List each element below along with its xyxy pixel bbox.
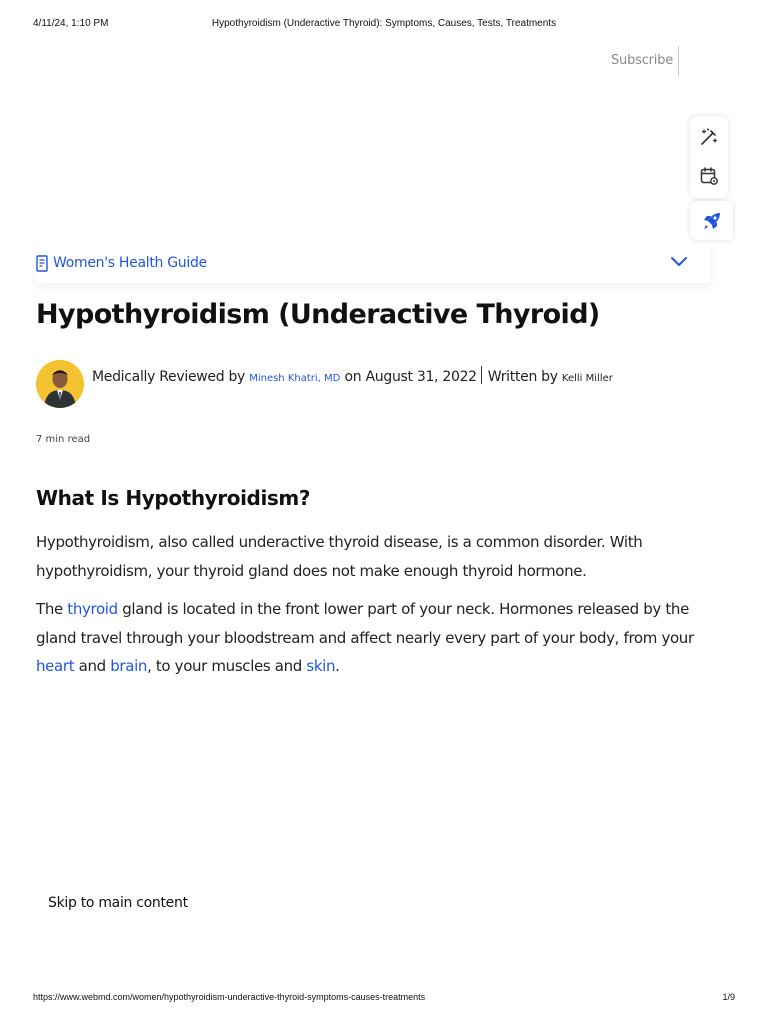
print-url: https://www.webmd.com/women/hypothyroidism-underactive-thyroid-symptoms-causes-treatments bbox=[33, 992, 426, 1002]
reviewed-prefix: Medically Reviewed by bbox=[92, 369, 246, 385]
byline bbox=[36, 360, 716, 410]
review-date: on August 31, 2022 bbox=[344, 369, 477, 385]
thyroid-link[interactable]: thyroid bbox=[67, 600, 118, 618]
byline-separator bbox=[481, 366, 482, 384]
document-icon bbox=[36, 255, 48, 272]
print-date: 4/11/24, 1:10 PM bbox=[33, 18, 109, 29]
print-header bbox=[0, 18, 768, 32]
section-heading: What Is Hypothyroidism? bbox=[36, 486, 311, 510]
byline-text bbox=[92, 366, 613, 385]
brain-link[interactable]: brain bbox=[110, 657, 148, 675]
article-paragraph: Hypothyroidism, also called underactive thyroid disease, is a common disorder. With hypothyroidism, your thyroid gland does not make enough thyroid hormone. bbox=[36, 533, 643, 580]
article-paragraph bbox=[36, 595, 696, 681]
calendar-settings-button[interactable] bbox=[690, 157, 728, 195]
written-prefix: Written by bbox=[487, 369, 558, 385]
header-divider bbox=[678, 46, 679, 76]
reviewer-avatar[interactable] bbox=[36, 360, 84, 408]
subscribe-link[interactable]: Subscribe bbox=[611, 53, 674, 68]
rocket-icon bbox=[701, 210, 723, 232]
guide-navigation[interactable] bbox=[36, 243, 710, 283]
chevron-down-icon[interactable] bbox=[670, 256, 688, 268]
paragraph-text: . bbox=[335, 657, 340, 675]
skin-link[interactable]: skin bbox=[306, 657, 336, 675]
print-document-title: Hypothyroidism (Underactive Thyroid): Symptoms, Causes, Tests, Treatments bbox=[211, 18, 557, 29]
skip-to-main-content-link[interactable]: Skip to main content bbox=[48, 895, 188, 911]
paragraph-text: The bbox=[36, 600, 68, 618]
paragraph-text: and bbox=[74, 657, 111, 675]
read-time: 7 min read bbox=[36, 434, 91, 445]
reviewer-link[interactable]: Minesh Khatri, MD bbox=[249, 373, 341, 384]
paragraph-text: gland is located in the front lower part of your neck. Hormones released by the gland travel through your bloodstream and affect nearly every part of your body, from your bbox=[36, 600, 694, 647]
magic-wand-icon bbox=[699, 127, 719, 147]
print-footer bbox=[0, 992, 768, 1006]
tool-rail bbox=[690, 116, 728, 198]
avatar-portrait bbox=[36, 360, 84, 408]
heart-link[interactable]: heart bbox=[36, 657, 75, 675]
rocket-button[interactable] bbox=[690, 201, 733, 240]
paragraph-text: , to your muscles and bbox=[147, 657, 307, 675]
page-number: 1/9 bbox=[722, 992, 735, 1002]
author-name: Kelli Miller bbox=[561, 373, 613, 384]
calendar-settings-icon bbox=[699, 166, 719, 186]
article-title: Hypothyroidism (Underactive Thyroid) bbox=[36, 299, 600, 330]
guide-label[interactable]: Women's Health Guide bbox=[53, 255, 207, 271]
magic-wand-button[interactable] bbox=[690, 118, 728, 156]
